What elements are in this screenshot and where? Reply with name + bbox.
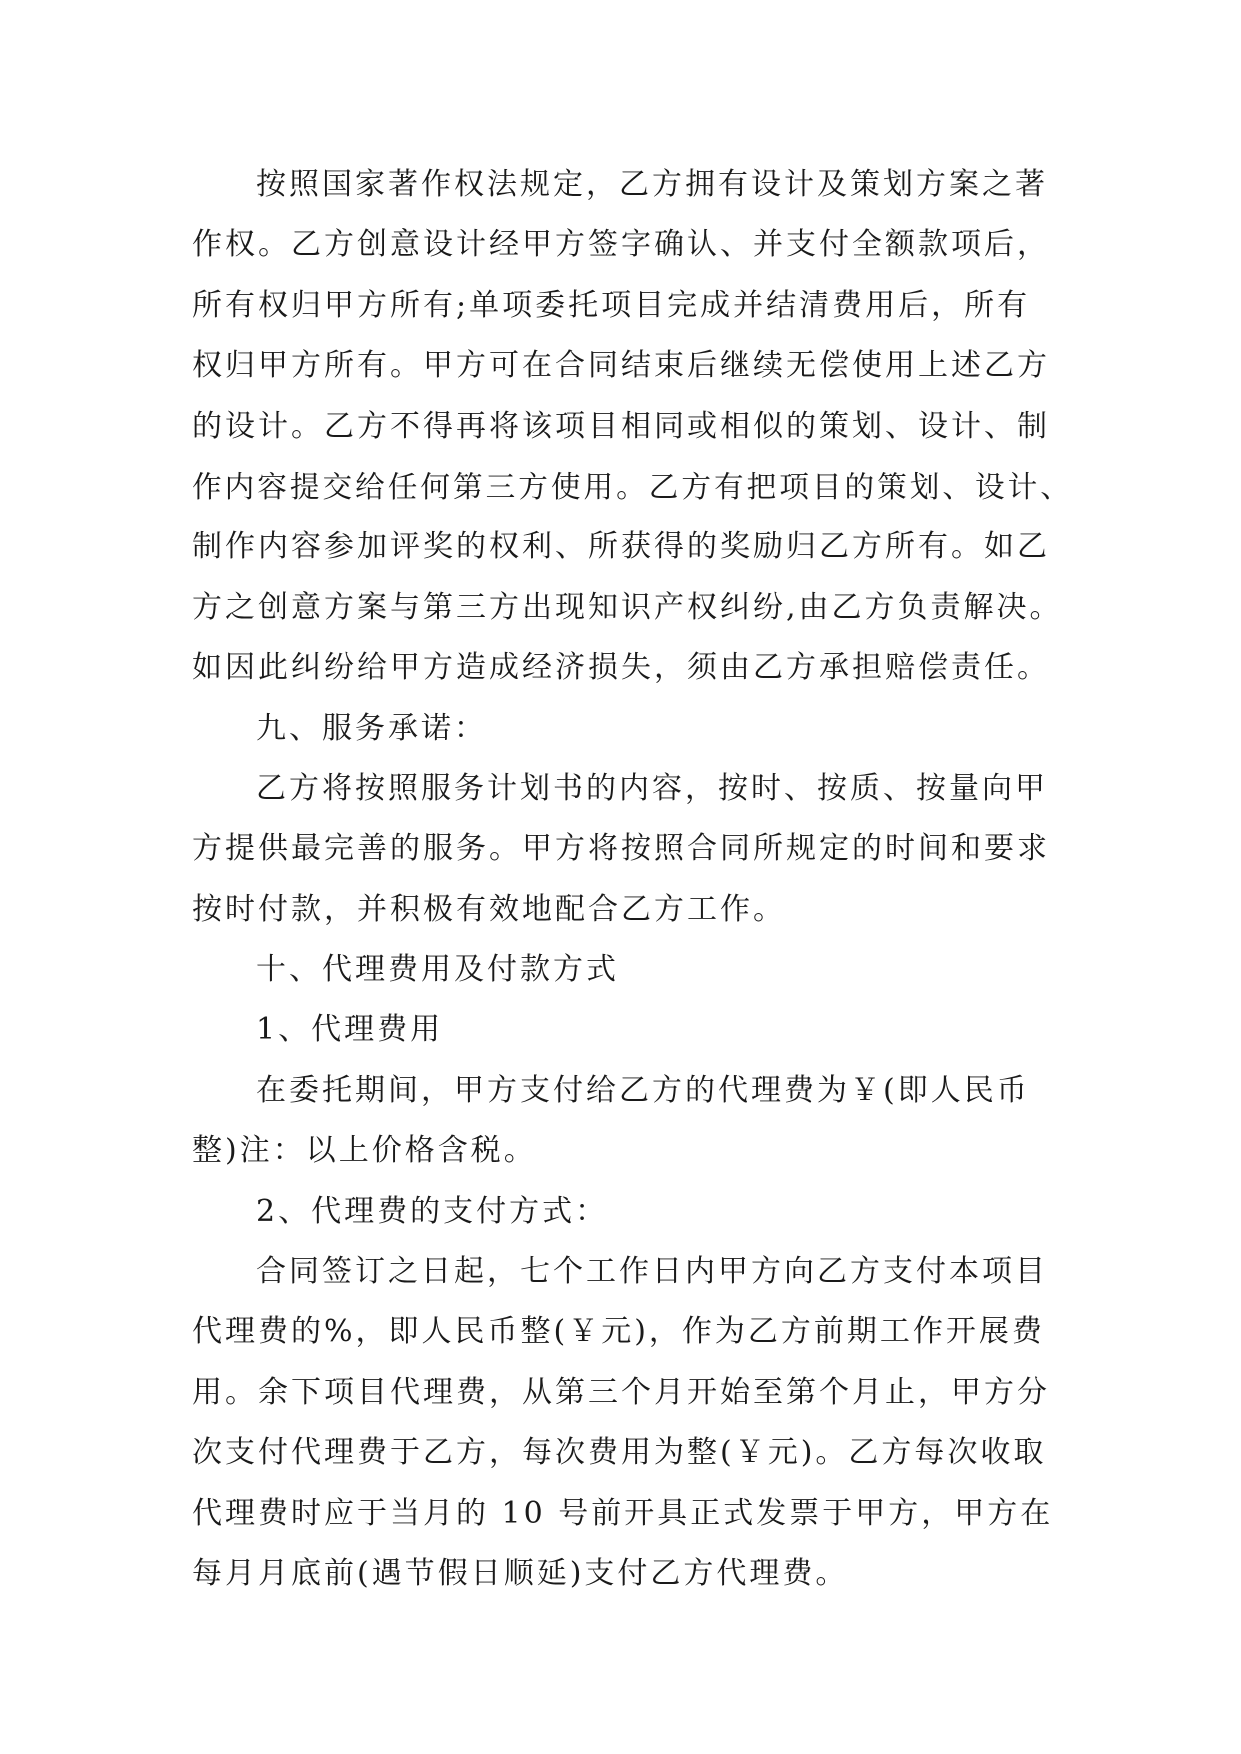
text-line: 所有权归甲方所有;单项委托项目完成并结清费用后，所有 [192,287,1031,323]
document-body [192,155,1072,1604]
text-line: 代理费的%，即人民币整(￥元)，作为乙方前期工作开展费 [192,1314,1045,1350]
subsection-heading: 2、代理费的支付方式： [256,1193,609,1229]
text-line: 每月月底前(遇节假日顺延)支付乙方代理费。 [192,1555,849,1591]
text-line: 按照国家著作权法规定，乙方拥有设计及策划方案之著 [256,167,1048,202]
section-heading: 九、服务承诺： [256,710,487,746]
text-line: 方之创意方案与第三方出现知识产权纠纷,由乙方负责解决。 [192,589,1063,625]
text-line: 次支付代理费于乙方，每次费用为整(￥元)。乙方每次收取 [192,1435,1047,1471]
text-line: 乙方将按照服务计划书的内容，按时、按质、按量向甲 [256,770,1048,806]
text-line: 的设计。乙方不得再将该项目相同或相似的策划、设计、制 [192,408,1050,444]
text-line: 权归甲方所有。甲方可在合同结束后继续无偿使用上述乙方 [192,348,1050,384]
text-line: 作权。乙方创意设计经甲方签字确认、并支付全额款项后， [192,227,1050,263]
subsection-heading: 1、代理费用 [256,1012,444,1048]
section-heading: 十、代理费用及付款方式 [256,952,619,988]
text-line: 用。余下项目代理费，从第三个月开始至第个月止，甲方分 [192,1374,1050,1410]
text-line: 制作内容参加评奖的权利、所获得的奖励归乙方所有。如乙 [192,529,1050,565]
text-line: 代理费时应于当月的 10 号前开具正式发票于甲方，甲方在 [192,1495,1054,1531]
text-line: 按时付款，并积极有效地配合乙方工作。 [192,891,786,927]
text-line: 整)注：以上价格含税。 [192,1133,537,1169]
text-line: 方提供最完善的服务。甲方将按照合同所规定的时间和要求 [192,831,1050,867]
text-line: 在委托期间，甲方支付给乙方的代理费为￥(即人民币 [256,1072,1030,1108]
text-line: 作内容提交给任何第三方使用。乙方有把项目的策划、设计、 [192,468,1073,504]
text-line: 如因此纠纷给甲方造成经济损失，须由乙方承担赔偿责任。 [192,650,1050,686]
text-line: 合同签订之日起，七个工作日内甲方向乙方支付本项目 [256,1254,1048,1290]
